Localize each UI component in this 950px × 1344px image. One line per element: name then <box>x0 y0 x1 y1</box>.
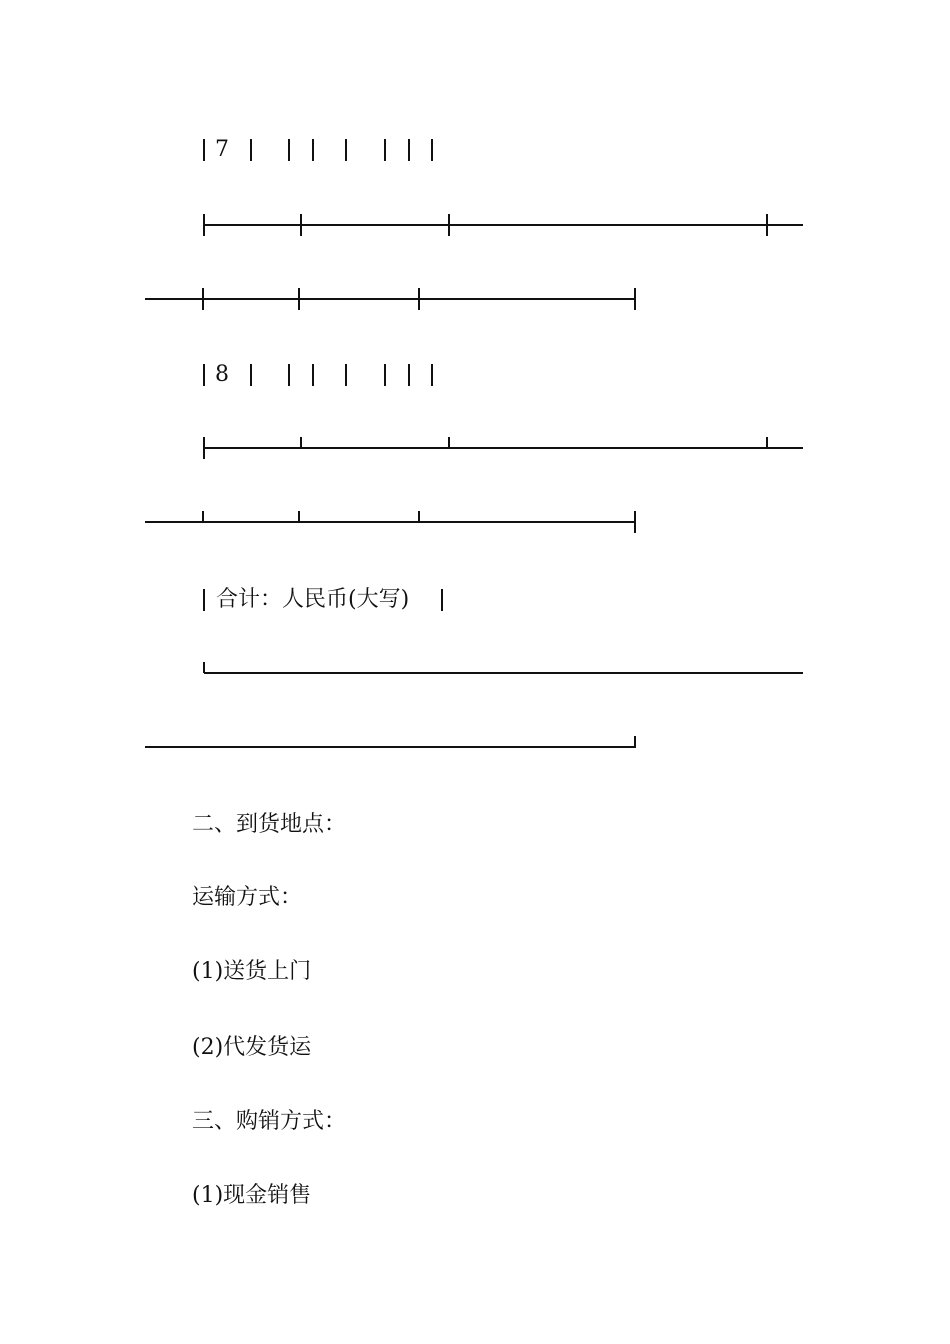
option-delivery: (1)送货上门 <box>192 959 312 984</box>
transport-method-label: 运输方式： <box>192 885 303 910</box>
row8-number: 8 <box>215 362 229 387</box>
delivery-place-heading: 二、到货地点： <box>192 812 347 837</box>
purchase-method-heading: 三、购销方式： <box>192 1109 347 1134</box>
option-freight: (2)代发货运 <box>192 1035 312 1060</box>
row7-number: 7 <box>215 137 229 162</box>
option-cash-sale: (1)现金销售 <box>192 1183 312 1208</box>
total-label: 合计：人民币(大写) <box>216 587 410 612</box>
